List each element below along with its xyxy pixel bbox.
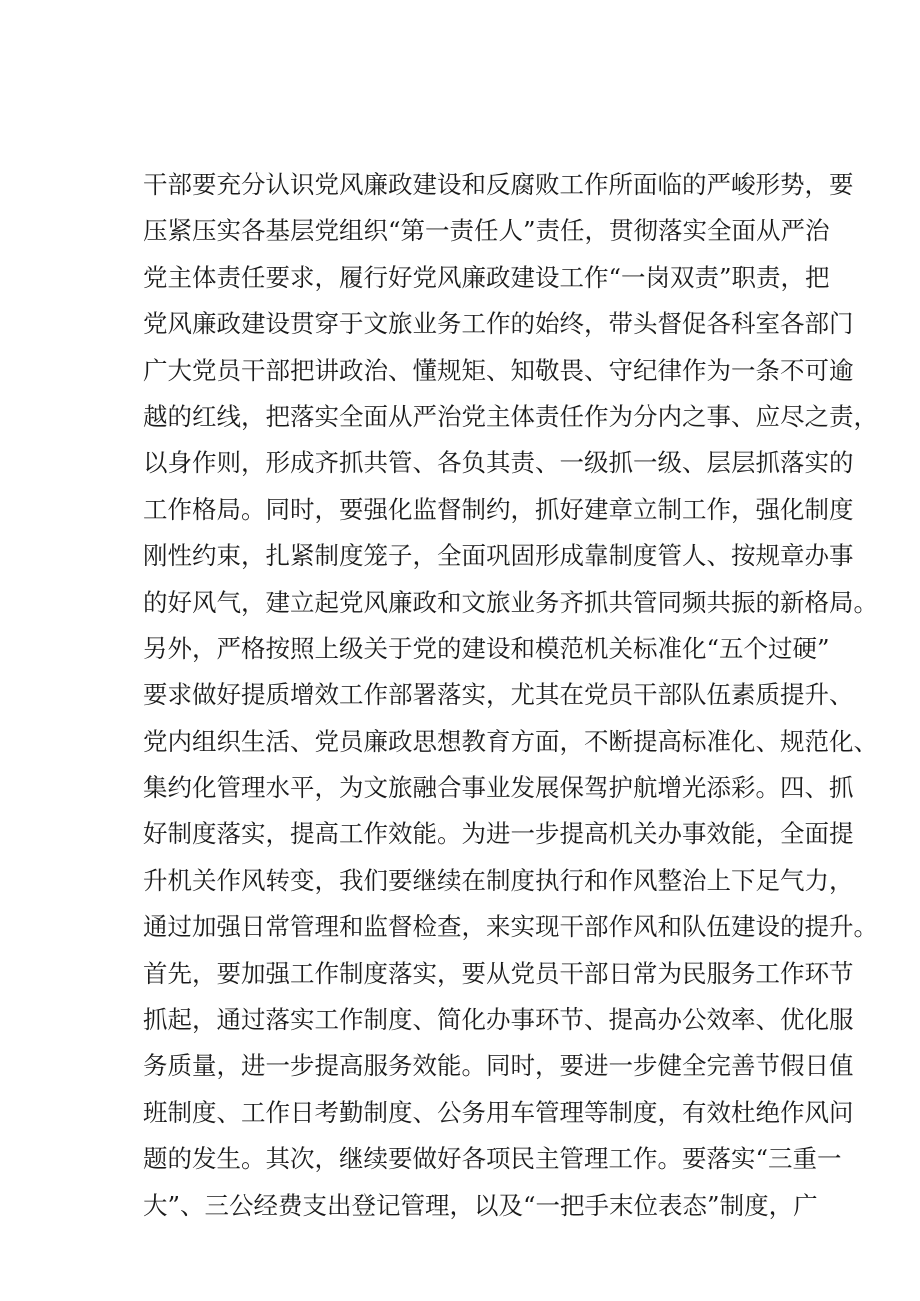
text-line: 的好风气，建立起党风廉政和文旅业务齐抓共管同频共振的新格局。 — [143, 587, 878, 617]
text-line: 工作格局。同时，要强化监督制约，抓好建章立制工作，强化制度 — [143, 494, 854, 524]
text-line: 题的发生。其次，继续要做好各项民主管理工作。要落实“三重一 — [143, 1144, 842, 1174]
text-line: 压紧压实各基层党组织“第一责任人”责任，贯彻落实全面从严治 — [143, 216, 830, 246]
text-line: 要求做好提质增效工作部署落实，尤其在党员干部队伍素质提升、 — [143, 680, 854, 710]
text-line: 广大党员干部把讲政治、懂规矩、知敬畏、守纪律作为一条不可逾 — [143, 355, 854, 385]
text-line: 好制度落实，提高工作效能。为进一步提高机关办事效能，全面提 — [143, 819, 854, 849]
text-line: 刚性约束，扎紧制度笼子，全面巩固形成靠制度管人、按规章办事 — [143, 541, 854, 571]
text-line: 务质量，进一步提高服务效能。同时，要进一步健全完善节假日值 — [143, 1051, 854, 1081]
text-line: 升机关作风转变，我们要继续在制度执行和作风整治上下足气力， — [143, 865, 854, 895]
text-line: 抓起，通过落实工作制度、简化办事环节、提高办公效率、优化服 — [143, 1005, 854, 1035]
body-paragraph — [143, 162, 878, 1229]
text-line: 以身作则，形成齐抓共管、各负其责、一级抓一级、层层抓落实的 — [143, 448, 854, 478]
text-line: 首先，要加强工作制度落实，要从党员干部日常为民服务工作环节 — [143, 958, 854, 988]
text-line: 班制度、工作日考勤制度、公务用车管理等制度，有效杜绝作风问 — [143, 1097, 854, 1127]
text-line: 通过加强日常管理和监督检查，来实现干部作风和队伍建设的提升。 — [143, 912, 878, 942]
text-line: 党风廉政建设贯穿于文旅业务工作的始终，带头督促各科室各部门 — [143, 309, 854, 339]
text-line: 大”、三公经费支出登记管理，以及“一把手末位表态”制度，广 — [143, 1190, 818, 1220]
text-line: 党内组织生活、党员廉政思想教育方面，不断提高标准化、规范化、 — [143, 726, 878, 756]
text-line: 另外，严格按照上级关于党的建设和模范机关标准化“五个过硬” — [143, 633, 830, 663]
text-line: 集约化管理水平，为文旅融合事业发展保驾护航增光添彩。四、抓 — [143, 773, 854, 803]
text-line: 干部要充分认识党风廉政建设和反腐败工作所面临的严峻形势，要 — [143, 170, 854, 199]
text-line: 越的红线，把落实全面从严治党主体责任作为分内之事、应尽之责， — [143, 401, 878, 431]
text-line: 党主体责任要求，履行好党风廉政建设工作“一岗双责”职责，把 — [143, 262, 830, 292]
